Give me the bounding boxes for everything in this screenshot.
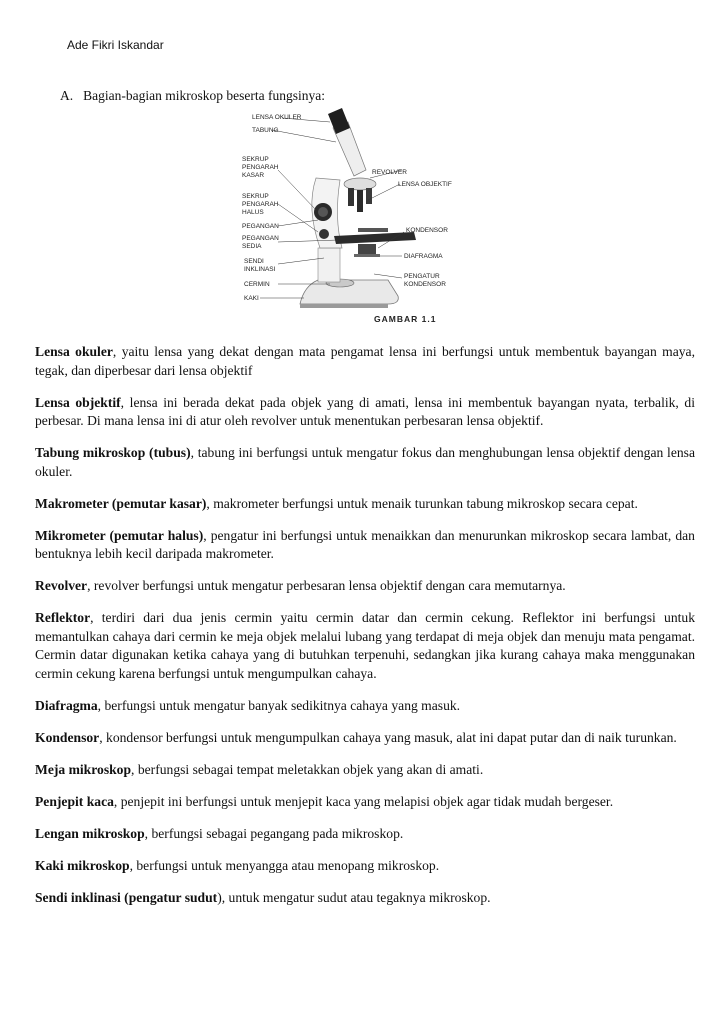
document-body	[35, 343, 695, 921]
label-tabung: TABUNG	[252, 127, 279, 134]
label-pegangan-sedia-1: PEGANGAN	[242, 235, 279, 242]
paragraph-diafragma	[35, 697, 695, 716]
microscope-figure	[238, 108, 460, 330]
definition: , lensa ini berada dekat pada objek yang di amati, lensa ini membentuk bayangan nyata, terbalik, di perbesar. Di mana lensa ini di atur oleh revolver untuk menentukan perbesaran lensa objektif.	[35, 394, 695, 428]
term: Tabung mikroskop (tubus)	[35, 445, 191, 460]
definition: , berfungsi untuk menyangga atau menopang mikroskop.	[129, 857, 440, 873]
paragraph-sendi-inklinasi	[35, 889, 695, 908]
definition: , berfungsi sebagai pegangang pada mikroskop.	[144, 825, 404, 841]
definition: , makrometer berfungsi untuk menaik turunkan tabung mikroskop secara cepat.	[206, 495, 638, 511]
paragraph-revolver	[35, 577, 695, 596]
paragraph-reflektor	[35, 609, 695, 683]
figure-caption: GAMBAR 1.1	[374, 314, 437, 324]
term: Lengan mikroskop	[35, 825, 145, 841]
paragraph-lensa-objektif	[35, 394, 695, 431]
section-heading	[60, 88, 325, 104]
term: Reflektor	[35, 610, 91, 625]
label-sendi-inklinasi-2: INKLINASI	[244, 266, 276, 273]
paragraph-kaki-mikroskop	[35, 857, 695, 876]
paragraph-meja-mikroskop	[35, 761, 695, 780]
paragraph-lengan-mikroskop	[35, 825, 695, 844]
label-revolver: REVOLVER	[372, 169, 407, 176]
term: Revolver	[35, 578, 88, 593]
definition: , revolver berfungsi untuk mengatur perbesaran lensa objektif dengan cara memutarnya.	[87, 578, 566, 593]
label-sendi-inklinasi-1: SENDI	[244, 258, 264, 265]
term: Penjepit kaca	[35, 793, 114, 809]
label-sekrup-halus-2: PENGARAH	[242, 201, 279, 208]
label-kaki: KAKI	[244, 295, 259, 302]
paragraph-mikrometer	[35, 527, 695, 564]
term: Sendi inklinasi (pengatur sudut	[35, 889, 218, 905]
label-pengatur-kondensor-2: KONDENSOR	[404, 281, 446, 288]
label-lensa-objektif: LENSA OBJEKTIF	[398, 181, 452, 188]
definition: , berfungsi untuk mengatur banyak sedikitnya cahaya yang masuk.	[97, 697, 461, 713]
label-sekrup-halus-3: HALUS	[242, 209, 264, 216]
label-pegangan-sedia-2: SEDIA	[242, 243, 262, 250]
section-number: A.	[60, 88, 74, 103]
paragraph-tabung	[35, 444, 695, 481]
term: Diafragma	[35, 697, 98, 713]
term: Lensa okuler	[35, 344, 113, 359]
definition: ), untuk mengatur sudut atau tegaknya mikroskop.	[217, 889, 491, 905]
label-sekrup-kasar-2: PENGARAH	[242, 164, 279, 171]
paragraph-kondensor	[35, 729, 695, 748]
definition: , pengatur ini berfungsi untuk menaikkan dan menurunkan mikroskop secara lambat, dan bentuknya lebih kecil daripada makrometer.	[35, 527, 695, 561]
label-sekrup-kasar-3: KASAR	[242, 172, 265, 179]
label-diafragma: DIAFRAGMA	[404, 253, 443, 260]
label-pengatur-kondensor-1: PENGATUR	[404, 273, 440, 280]
paragraph-lensa-okuler	[35, 343, 695, 380]
definition: , kondensor berfungsi untuk mengumpulkan cahaya yang masuk, alat ini dapat putar dan di naik turunkan.	[99, 729, 677, 745]
label-lensa-okuler: LENSA OKULER	[252, 114, 302, 121]
term: Meja mikroskop	[35, 761, 132, 777]
label-cermin: CERMIN	[244, 281, 270, 288]
section-title: Bagian-bagian mikroskop beserta fungsinya:	[83, 88, 325, 103]
term: Kondensor	[35, 729, 100, 745]
microscope-illustration	[238, 108, 460, 330]
definition: , penjepit ini berfungsi untuk menjepit kaca yang melapisi objek agar tidak mudah bergeser.	[113, 793, 614, 809]
term: Kaki mikroskop	[35, 857, 130, 873]
paragraph-penjepit-kaca	[35, 793, 695, 812]
definition: , terdiri dari dua jenis cermin yaitu cermin datar dan cermin cekung. Reflektor ini berfungsi untuk memantulkan cahaya dari cermin ke meja objek melalui lubang yang terdapat di meja objek dan menuju mata pengamat. Cermin datar digunakan ketika cahaya yang di butuhkan terpenuhi, sedangkan jika kurang cahaya maka menggunakan cermin cekung karena berfungsi untuk mengumpulkan cahaya.	[35, 610, 695, 681]
definition: , yaitu lensa yang dekat dengan mata pengamat lensa ini berfungsi untuk membentuk bayangan maya, tegak, dan diperbesar dari lensa objektif	[35, 344, 695, 378]
term: Mikrometer (pemutar halus)	[35, 527, 204, 543]
label-kondensor: KONDENSOR	[406, 227, 448, 234]
page-header-author: Ade Fikri Iskandar	[67, 38, 164, 52]
definition: , berfungsi sebagai tempat meletakkan objek yang akan di amati.	[131, 761, 484, 777]
label-sekrup-halus-1: SEKRUP	[242, 193, 269, 200]
label-pegangan: PEGANGAN	[242, 223, 279, 230]
label-sekrup-kasar-1: SEKRUP	[242, 156, 269, 163]
paragraph-makrometer	[35, 495, 695, 514]
definition: , tabung ini berfungsi untuk mengatur fokus dan menghubungan lensa objektif dengan lensa okuler.	[35, 445, 695, 479]
term: Lensa objektif	[35, 394, 121, 410]
term: Makrometer (pemutar kasar)	[35, 495, 207, 511]
